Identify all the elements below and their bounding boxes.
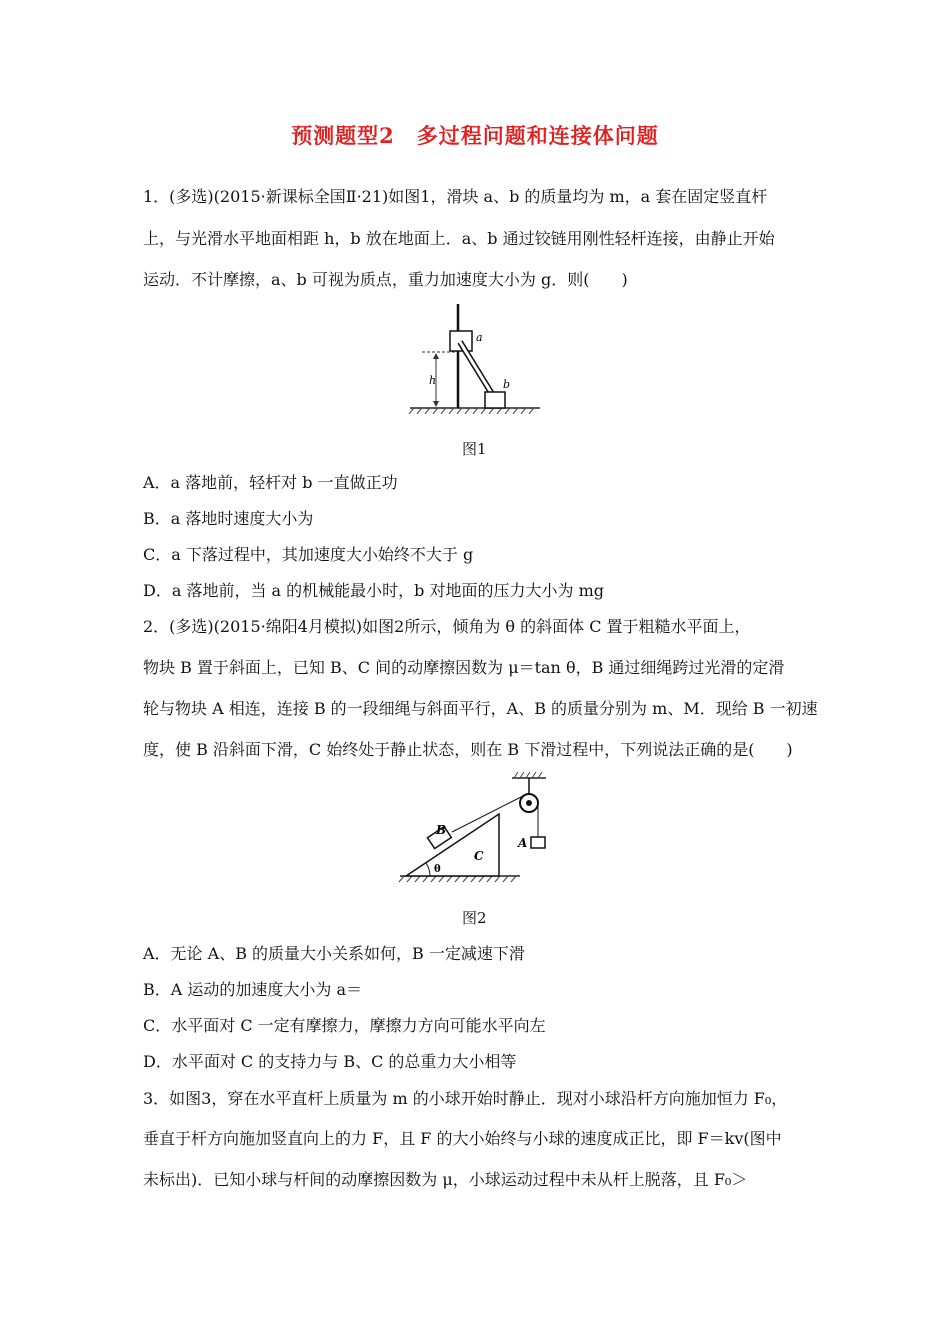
q2-option-d: D．水平面对 C 的支持力与 B、C 的总重力大小相等 bbox=[143, 1052, 517, 1071]
q1-line-1: 1．(多选)(2015·新课标全国Ⅱ·21)如图1，滑块 a、b 的质量均为 m，a 套在固定竖直杆 bbox=[143, 187, 768, 206]
label-B: B bbox=[436, 823, 447, 837]
figure-2-diagram bbox=[396, 772, 561, 884]
q3-line-2: 垂直于杆方向施加竖直向上的力 F，且 F 的大小始终与小球的速度成正比，即 F＝kv(图中 bbox=[143, 1129, 782, 1148]
q2-option-c: C．水平面对 C 一定有摩擦力，摩擦力方向可能水平向左 bbox=[143, 1016, 546, 1035]
q3-line-1: 3．如图3，穿在水平直杆上质量为 m 的小球开始时静止．现对小球沿杆方向施加恒力 F₀， bbox=[143, 1089, 788, 1108]
q2-line-4: 度，使 B 沿斜面下滑，C 始终处于静止状态，则在 B 下滑过程中，下列说法正确的是( ) bbox=[143, 740, 793, 759]
q1-option-d: D．a 落地前，当 a 的机械能最小时，b 对地面的压力大小为 mg bbox=[143, 581, 604, 600]
label-A: A bbox=[518, 836, 528, 850]
label-C: C bbox=[474, 849, 484, 863]
q2-line-2: 物块 B 置于斜面上，已知 B、C 间的动摩擦因数为 μ＝tan θ，B 通过细绳跨过光滑的定滑 bbox=[143, 658, 785, 677]
q2-line-1: 2．(多选)(2015·绵阳4月模拟)如图2所示，倾角为 θ 的斜面体 C 置于粗糙水平面上， bbox=[143, 617, 751, 636]
label-h: h bbox=[429, 374, 437, 387]
block-A bbox=[531, 837, 545, 848]
page-title: 预测题型2 多过程问题和连接体问题 bbox=[291, 123, 659, 148]
q2-option-b: B．A 运动的加速度大小为 a＝ bbox=[143, 980, 363, 999]
label-a: a bbox=[476, 331, 483, 344]
block-b bbox=[485, 392, 505, 408]
q3-line-3: 未标出)．已知小球与杆间的动摩擦因数为 μ，小球运动过程中未从杆上脱落，且 F₀＞ bbox=[143, 1170, 748, 1189]
label-theta: θ bbox=[434, 864, 441, 875]
figure-1-caption: 图1 bbox=[462, 440, 487, 458]
q1-option-c: C．a 下落过程中，其加速度大小始终不大于 g bbox=[143, 545, 474, 564]
figure-1-diagram bbox=[400, 298, 550, 414]
incline-c bbox=[406, 814, 499, 876]
figure-2-caption: 图2 bbox=[462, 909, 487, 927]
q1-line-3: 运动．不计摩擦，a、b 可视为质点，重力加速度大小为 g．则( ) bbox=[143, 270, 628, 289]
ground-hatch bbox=[399, 876, 516, 882]
ground-hatch bbox=[409, 408, 534, 414]
q1-option-b: B．a 落地时速度大小为 bbox=[143, 509, 314, 528]
label-b: b bbox=[503, 378, 511, 391]
q1-line-2: 上，与光滑水平地面相距 h，b 放在地面上．a、b 通过铰链用刚性轻杆连接，由静止开始 bbox=[143, 229, 775, 248]
q2-option-a: A．无论 A、B 的质量大小关系如何，B 一定减速下滑 bbox=[143, 944, 525, 963]
q2-line-3: 轮与物块 A 相连，连接 B 的一段细绳与斜面平行，A、B 的质量分别为 m、M．现给 B 一初速 bbox=[143, 699, 818, 718]
ceiling-hatch bbox=[514, 772, 542, 778]
q1-option-a: A．a 落地前，轻杆对 b 一直做正功 bbox=[143, 473, 398, 492]
